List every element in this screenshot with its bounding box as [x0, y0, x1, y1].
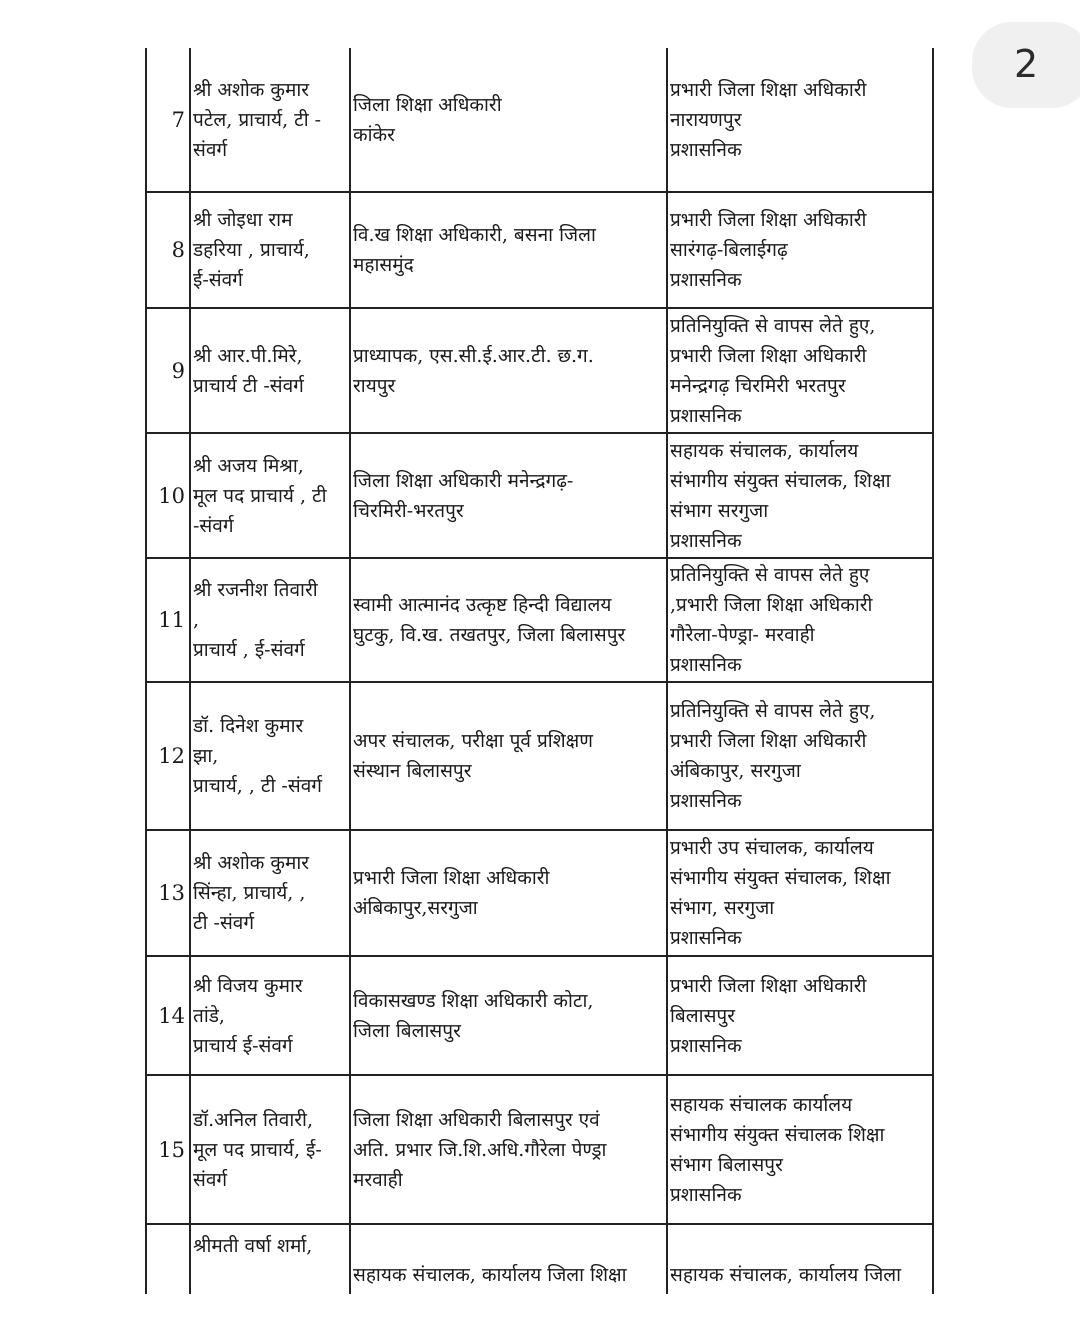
serial-number	[146, 1224, 190, 1294]
serial-number: 14	[146, 956, 190, 1075]
serial-number: 11	[146, 558, 190, 682]
table-row	[146, 192, 933, 308]
new-posting: प्रभारी जिला शिक्षा अधिकारी नारायणपुर प्रशासनिक	[667, 48, 933, 192]
table-row	[146, 1075, 933, 1224]
current-posting: प्राध्यापक, एस.सी.ई.आर.टी. छ.ग. रायपुर	[350, 308, 667, 433]
officer-name: डॉ. दिनेश कुमार झा, प्राचार्य, , टी -संवर्ग	[190, 682, 350, 830]
current-posting: वि.ख शिक्षा अधिकारी, बसना जिला महासमुंद	[350, 192, 667, 308]
officer-name: श्री विजय कुमार तांडे, प्राचार्य ई-संवर्ग	[190, 956, 350, 1075]
current-posting: जिला शिक्षा अधिकारी बिलासपुर एवं अति. प्रभार जि.शि.अधि.गौरेला पेण्ड्रा मरवाही	[350, 1075, 667, 1224]
serial-number: 15	[146, 1075, 190, 1224]
new-posting: प्रतिनियुक्ति से वापस लेते हुए ,प्रभारी जिला शिक्षा अधिकारी गौरेला-पेण्ड्रा- मरवाही प्रशासनिक	[667, 558, 933, 682]
table-row	[146, 956, 933, 1075]
table-row	[146, 558, 933, 682]
new-posting: सहायक संचालक, कार्यालय संभागीय संयुक्त संचालक, शिक्षा संभाग सरगुजा प्रशासनिक	[667, 433, 933, 558]
officer-name: श्री अजय मिश्रा, मूल पद प्राचार्य , टी -संवर्ग	[190, 433, 350, 558]
officer-name: श्रीमती वर्षा शर्मा,	[190, 1224, 350, 1294]
current-posting: विकासखण्ड शिक्षा अधिकारी कोटा, जिला बिलासपुर	[350, 956, 667, 1075]
serial-number: 9	[146, 308, 190, 433]
new-posting: प्रतिनियुक्ति से वापस लेते हुए, प्रभारी जिला शिक्षा अधिकारी अंबिकापुर, सरगुजा प्रशासनिक	[667, 682, 933, 830]
officer-name: डॉ.अनिल तिवारी, मूल पद प्राचार्य, ई- संवर्ग	[190, 1075, 350, 1224]
officer-name: श्री आर.पी.मिरे, प्राचार्य टी -संवर्ग	[190, 308, 350, 433]
serial-number: 13	[146, 830, 190, 956]
new-posting: प्रभारी जिला शिक्षा अधिकारी बिलासपुर प्रशासनिक	[667, 956, 933, 1075]
officer-name: श्री अशोक कुमार सिंन्हा, प्राचार्य, , टी -संवर्ग	[190, 830, 350, 956]
table-row	[146, 308, 933, 433]
serial-number: 8	[146, 192, 190, 308]
new-posting: सहायक संचालक कार्यालय संभागीय संयुक्त संचालक शिक्षा संभाग बिलासपुर प्रशासनिक	[667, 1075, 933, 1224]
transfer-order-table	[145, 48, 934, 1294]
table-row	[146, 830, 933, 956]
current-posting: सहायक संचालक, कार्यालय जिला शिक्षा	[350, 1224, 667, 1294]
current-posting: जिला शिक्षा अधिकारी कांकेर	[350, 48, 667, 192]
new-posting: प्रभारी उप संचालक, कार्यालय संभागीय संयुक्त संचालक, शिक्षा संभाग, सरगुजा प्रशासनिक	[667, 830, 933, 956]
table-row	[146, 682, 933, 830]
page-number-badge: 2	[972, 22, 1080, 108]
officer-name: श्री जोइधा राम डहरिया , प्राचार्य, ई-संवर्ग	[190, 192, 350, 308]
table-row	[146, 48, 933, 192]
current-posting: प्रभारी जिला शिक्षा अधिकारी अंबिकापुर,सरगुजा	[350, 830, 667, 956]
current-posting: अपर संचालक, परीक्षा पूर्व प्रशिक्षण संस्थान बिलासपुर	[350, 682, 667, 830]
serial-number: 7	[146, 48, 190, 192]
serial-number: 10	[146, 433, 190, 558]
new-posting: प्रतिनियुक्ति से वापस लेते हुए, प्रभारी जिला शिक्षा अधिकारी मनेन्द्रगढ़ चिरमिरी भरतपुर प्रशासनिक	[667, 308, 933, 433]
current-posting: जिला शिक्षा अधिकारी मनेन्द्रगढ़- चिरमिरी-भरतपुर	[350, 433, 667, 558]
new-posting: सहायक संचालक, कार्यालय जिला	[667, 1224, 933, 1294]
officer-name: श्री अशोक कुमार पटेल, प्राचार्य, टी - संवर्ग	[190, 48, 350, 192]
current-posting: स्वामी आत्मानंद उत्कृष्ट हिन्दी विद्यालय घुटकु, वि.ख. तखतपुर, जिला बिलासपुर	[350, 558, 667, 682]
table-row	[146, 1224, 933, 1294]
serial-number: 12	[146, 682, 190, 830]
table-row	[146, 433, 933, 558]
officer-name: श्री रजनीश तिवारी , प्राचार्य , ई-संवर्ग	[190, 558, 350, 682]
new-posting: प्रभारी जिला शिक्षा अधिकारी सारंगढ़-बिलाईगढ़ प्रशासनिक	[667, 192, 933, 308]
